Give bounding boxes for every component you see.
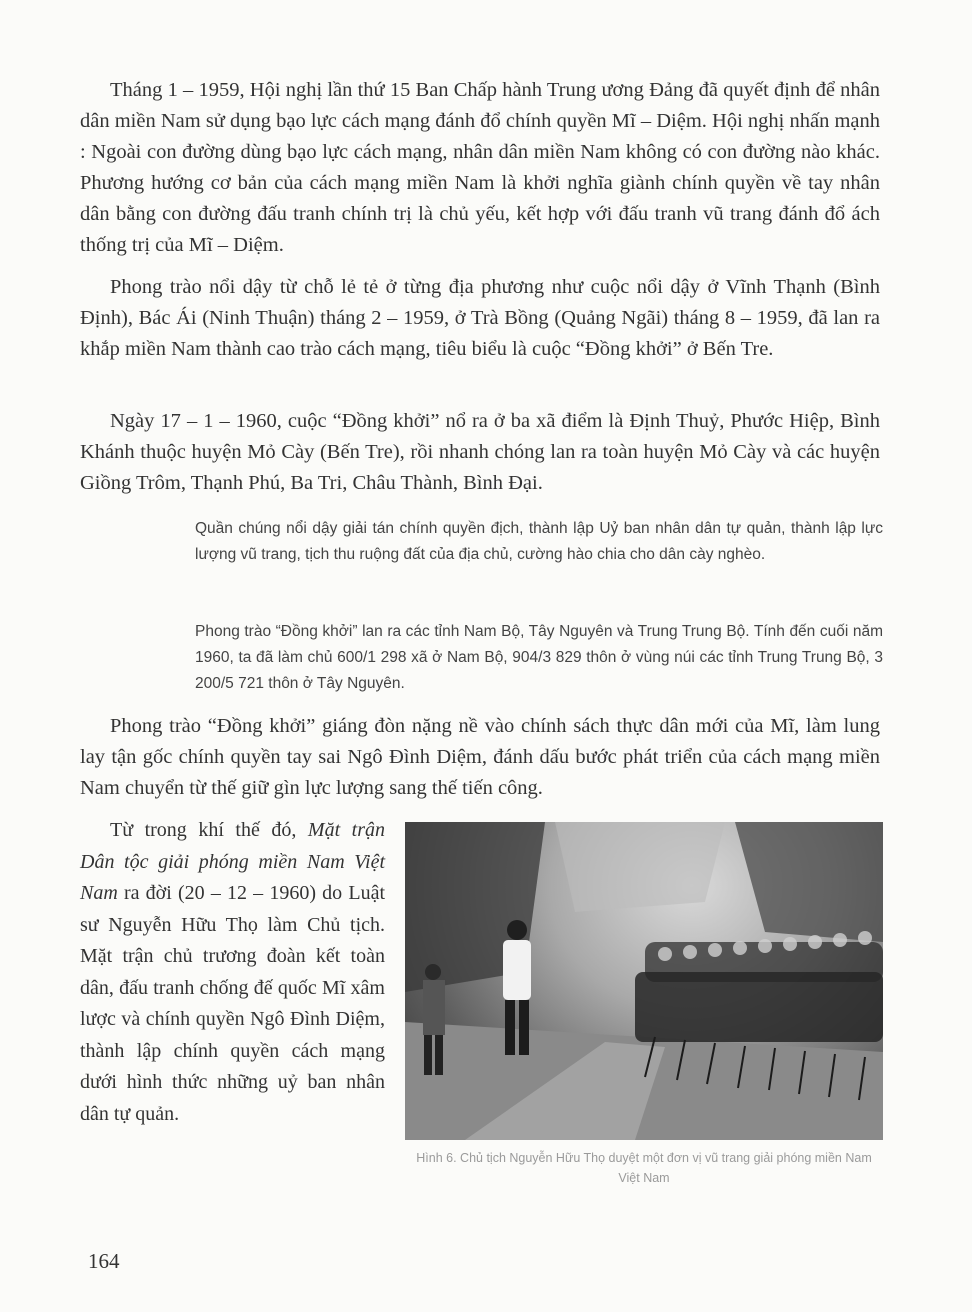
paragraph-dong-khoi-ben-tre: Ngày 17 – 1 – 1960, cuộc “Đồng khởi” nổ ra ở ba xã điểm là Định Thuỷ, Phước Hiệp, Bình Khánh thuộc huyện Mỏ Cày (Bến Tre), rồi nhanh chóng lan ra toàn huyện Mỏ Cày và các huyện Giồng Trôm, Thạnh Phú, Ba Tri, Châu Thành, Bình Đại. <box>80 410 880 494</box>
page-number: 164 <box>88 1249 120 1273</box>
paragraph-phong-trao-noi-day: Phong trào nổi dậy từ chỗ lẻ tẻ ở từng địa phương như cuộc nổi dậy ở Vĩnh Thạnh (Bình Định), Bác Ái (Ninh Thuận) tháng 2 – 1959, ở Trà Bồng (Quảng Ngãi) tháng 8 – 1959, đã lan ra khắp miền Nam thành cao trào cách mạng, tiêu biểu là cuộc “Đồng khởi” ở Bến Tre. <box>80 276 880 360</box>
paragraph-mat-tran <box>80 815 385 1130</box>
figure-caption: Hình 6. Chủ tịch Nguyễn Hữu Thọ duyệt một đơn vị vũ trang giải phóng miền Nam Việt Nam <box>416 1151 872 1185</box>
mat-tran-lead: Từ trong khí thế đó, <box>110 819 308 841</box>
paragraph-y-nghia-dong-khoi: Phong trào “Đồng khởi” giáng đòn nặng nề vào chính sách thực dân mới của Mĩ, làm lung lay tận gốc chính quyền tay sai Ngô Đình Diệm, đánh dấu bước phát triển của cách mạng miền Nam chuyển từ thế giữ gìn lực lượng sang thế tiến công. <box>80 715 880 799</box>
mat-tran-rest: ra đời (20 – 12 – 1960) do Luật sư Nguyễn Hữu Thọ làm Chủ tịch. Mặt trận chủ trương đoàn kết toàn dân, đấu tranh chống đế quốc Mĩ xâm lược và chính quyền Ngô Đình Diệm, thành lập chính quyền cách mạng dưới hình thức những uỷ ban nhân dân tự quản. <box>80 882 385 1125</box>
historical-photo <box>405 822 883 1140</box>
paragraph-hoi-nghi-15: Tháng 1 – 1959, Hội nghị lần thứ 15 Ban Chấp hành Trung ương Đảng đã quyết định để nhân dân miền Nam sử dụng bạo lực cách mạng đánh đổ chính quyền Mĩ – Diệm. Hội nghị nhấn mạnh : Ngoài con đường dùng bạo lực cách mạng, nhân dân miền Nam không có con đường nào khác. Phương hướng cơ bản của cách mạng miền Nam là khởi nghĩa giành chính quyền về tay nhân dân bằng con đường đấu tranh chính trị là chủ yếu, kết hợp với đấu tranh vũ trang đánh đổ ách thống trị của Mĩ – Diệm. <box>80 79 880 256</box>
mat-tran-name: Mặt trận Dân tộc giải phóng miền Nam Việt Nam <box>80 819 386 904</box>
photo-scene <box>405 822 883 1140</box>
note-quan-chung-noi-day: Quần chúng nổi dậy giải tán chính quyền địch, thành lập Uỷ ban nhân dân tự quản, thành lập lực lượng vũ trang, tịch thu ruộng đất của địa chủ, cường hào chia cho dân cày nghèo. <box>195 520 883 563</box>
note-dong-khoi-lan-rong: Phong trào “Đồng khởi” lan ra các tỉnh Nam Bộ, Tây Nguyên và Trung Trung Bộ. Tính đến cuối năm 1960, ta đã làm chủ 600/1 298 xã ở Nam Bộ, 904/3 829 thôn ở vùng núi các tỉnh Trung Trung Bộ, 3 200/5 721 thôn ở Tây Nguyên. <box>195 623 883 692</box>
